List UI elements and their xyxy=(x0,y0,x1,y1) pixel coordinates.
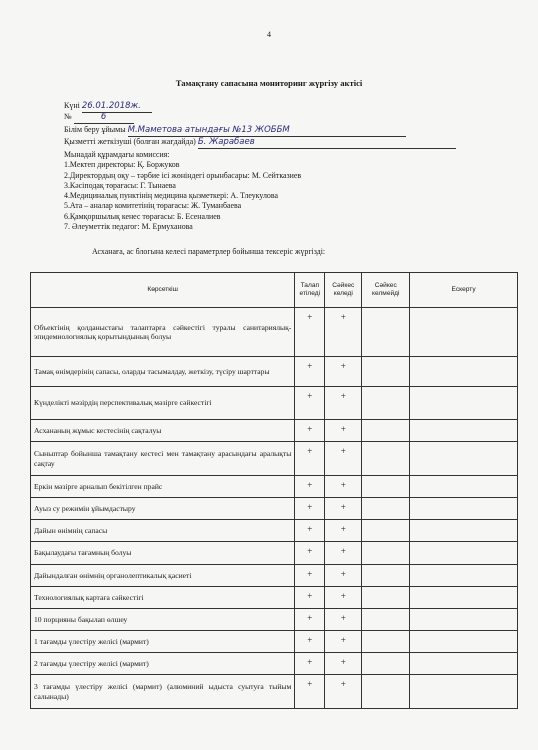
column-header-note: Ескерту xyxy=(410,273,518,308)
matches-cell: + xyxy=(325,609,362,631)
not-matches-cell xyxy=(362,498,410,520)
not-matches-cell xyxy=(362,308,410,357)
not-matches-cell xyxy=(362,542,410,565)
column-header-required: Талап етіледі xyxy=(295,273,325,308)
table-row xyxy=(31,520,518,542)
supplier-label: Қызметті жеткізуші (болған жағдайда) xyxy=(64,137,196,146)
table-header-row xyxy=(31,273,518,308)
commission-intro: Мынадай құрамдағы комиссия: xyxy=(64,150,170,159)
note-cell xyxy=(410,520,518,542)
matches-cell: + xyxy=(325,675,362,709)
table-row xyxy=(31,565,518,587)
required-cell: + xyxy=(295,520,325,542)
matches-cell: + xyxy=(325,587,362,609)
matches-cell: + xyxy=(325,565,362,587)
note-cell xyxy=(410,476,518,498)
required-cell: + xyxy=(295,609,325,631)
inspection-table xyxy=(30,272,518,709)
not-matches-cell xyxy=(362,653,410,675)
organization-label: Білім беру ұйымы xyxy=(64,125,126,134)
matches-cell: + xyxy=(325,308,362,357)
note-cell xyxy=(410,498,518,520)
criterion-cell: Күнделікті мәзірдің перспективалық мәзірге сәйкестігі xyxy=(31,387,295,420)
table-row xyxy=(31,675,518,709)
supplier-value: Б. Жарабаев xyxy=(198,137,456,149)
required-cell: + xyxy=(295,308,325,357)
criterion-cell: Еркін мәзірге арналып бекітілген прайс xyxy=(31,476,295,498)
number-value: 6 xyxy=(74,112,134,124)
commission-member: 2.Директордың оқу – тәрбие ісі жөніндегі орынбасары: М. Сейтказиев xyxy=(64,170,302,180)
note-cell xyxy=(410,308,518,357)
table-row xyxy=(31,387,518,420)
note-cell xyxy=(410,357,518,387)
not-matches-cell xyxy=(362,631,410,653)
criterion-cell: Тамақ өнімдерінің сапасы, оларды тасымалдау, жеткізу, түсіру шарттары xyxy=(31,357,295,387)
table-row xyxy=(31,308,518,357)
matches-cell: + xyxy=(325,653,362,675)
table-row xyxy=(31,476,518,498)
note-cell xyxy=(410,542,518,565)
required-cell: + xyxy=(295,498,325,520)
note-cell xyxy=(410,587,518,609)
number-line xyxy=(64,111,504,124)
not-matches-cell xyxy=(362,387,410,420)
matches-cell: + xyxy=(325,387,362,420)
commission-member: 4.Медициналық пунктінің медицина қызметкері: А. Тлеукулова xyxy=(64,191,279,201)
matches-cell: + xyxy=(325,498,362,520)
table-row xyxy=(31,442,518,476)
criterion-cell: Асхананың жұмыс кестесінің сақталуы xyxy=(31,420,295,442)
table-row xyxy=(31,420,518,442)
not-matches-cell xyxy=(362,357,410,387)
criterion-cell: 3 тағамды үлестіру желісі (мармит) (алюминий ыдыста суытуға тыйым салынады) xyxy=(31,675,295,709)
matches-cell: + xyxy=(325,442,362,476)
matches-cell: + xyxy=(325,420,362,442)
table-row xyxy=(31,357,518,387)
table-row xyxy=(31,653,518,675)
document-title: Тамақтану сапасына мониторинг жүргізу актісі xyxy=(175,78,363,88)
required-cell: + xyxy=(295,587,325,609)
commission-member: 1.Мектеп директоры: Қ. Боржуков xyxy=(64,160,180,170)
supplier-line xyxy=(64,136,504,149)
note-cell xyxy=(410,631,518,653)
column-header-matches: Сәйкес келеді xyxy=(325,273,362,308)
not-matches-cell xyxy=(362,520,410,542)
not-matches-cell xyxy=(362,609,410,631)
commission-member: 3.Кәсіподақ төрағасы: Г. Тынаева xyxy=(64,180,176,190)
required-cell: + xyxy=(295,442,325,476)
note-cell xyxy=(410,675,518,709)
not-matches-cell xyxy=(362,565,410,587)
date-value: 26.01.2018ж. xyxy=(82,101,152,113)
required-cell: + xyxy=(295,653,325,675)
table-row xyxy=(31,542,518,565)
commission-member: 6.Қамқоршылық кенес төрағасы: Б. Есеналиев xyxy=(64,211,221,221)
note-cell xyxy=(410,387,518,420)
matches-cell: + xyxy=(325,520,362,542)
table-row xyxy=(31,609,518,631)
required-cell: + xyxy=(295,675,325,709)
criterion-cell: Технологиялық картаға сәйкестігі xyxy=(31,587,295,609)
required-cell: + xyxy=(295,631,325,653)
criterion-cell: Дайын өнімнің сапасы xyxy=(31,520,295,542)
column-header-criterion: Көрсеткіш xyxy=(31,273,295,308)
commission-member: 5.Ата – аналар комитетінің төрағасы: Ж. Туманбаева xyxy=(64,201,242,211)
commission-member: 7. Әлеуметтік педагог: М. Ермуханова xyxy=(64,222,193,232)
not-matches-cell xyxy=(362,675,410,709)
note-cell xyxy=(410,609,518,631)
required-cell: + xyxy=(295,387,325,420)
number-label: № xyxy=(64,112,72,121)
note-cell xyxy=(410,442,518,476)
matches-cell: + xyxy=(325,476,362,498)
criterion-cell: 2 тағамды үлестіру желісі (мармит) xyxy=(31,653,295,675)
inspection-intro: Асханаға, ас блогына келесі параметрлер бойынша тексеріс жүргізді: xyxy=(92,247,326,256)
table-row xyxy=(31,587,518,609)
criterion-cell: Сыныптар бойынша тамақтану кестесі мен тамақтану арасындағы аралықты сақтау xyxy=(31,442,295,476)
required-cell: + xyxy=(295,420,325,442)
page-number: 4 xyxy=(267,30,271,39)
not-matches-cell xyxy=(362,442,410,476)
criterion-cell: Объектінің қолданыстағы талаптарға сәйкестігі туралы санитариялық-эпидемиологиялық қорытындының болуы xyxy=(31,308,295,357)
required-cell: + xyxy=(295,476,325,498)
criterion-cell: Бақылаудағы тағамның болуы xyxy=(31,542,295,565)
criterion-cell: 10 порцияны бақылап өлшеу xyxy=(31,609,295,631)
table-row xyxy=(31,631,518,653)
matches-cell: + xyxy=(325,542,362,565)
note-cell xyxy=(410,565,518,587)
not-matches-cell xyxy=(362,476,410,498)
required-cell: + xyxy=(295,357,325,387)
column-header-not-matches: Сәйкес келмейді xyxy=(362,273,410,308)
not-matches-cell xyxy=(362,420,410,442)
commission-block xyxy=(64,150,301,232)
criterion-cell: 1 тағамды үлестіру желісі (мармит) xyxy=(31,631,295,653)
matches-cell: + xyxy=(325,357,362,387)
not-matches-cell xyxy=(362,587,410,609)
criterion-cell: Дайындалған өнімнің органолептикалық қасиеті xyxy=(31,565,295,587)
organization-value: М.Маметова атындағы №13 ЖОББМ xyxy=(128,125,406,137)
required-cell: + xyxy=(295,542,325,565)
note-cell xyxy=(410,653,518,675)
matches-cell: + xyxy=(325,631,362,653)
criterion-cell: Ауыз су режимін ұйымдастыру xyxy=(31,498,295,520)
table-row xyxy=(31,498,518,520)
note-cell xyxy=(410,420,518,442)
date-label: Күні xyxy=(64,101,80,110)
required-cell: + xyxy=(295,565,325,587)
